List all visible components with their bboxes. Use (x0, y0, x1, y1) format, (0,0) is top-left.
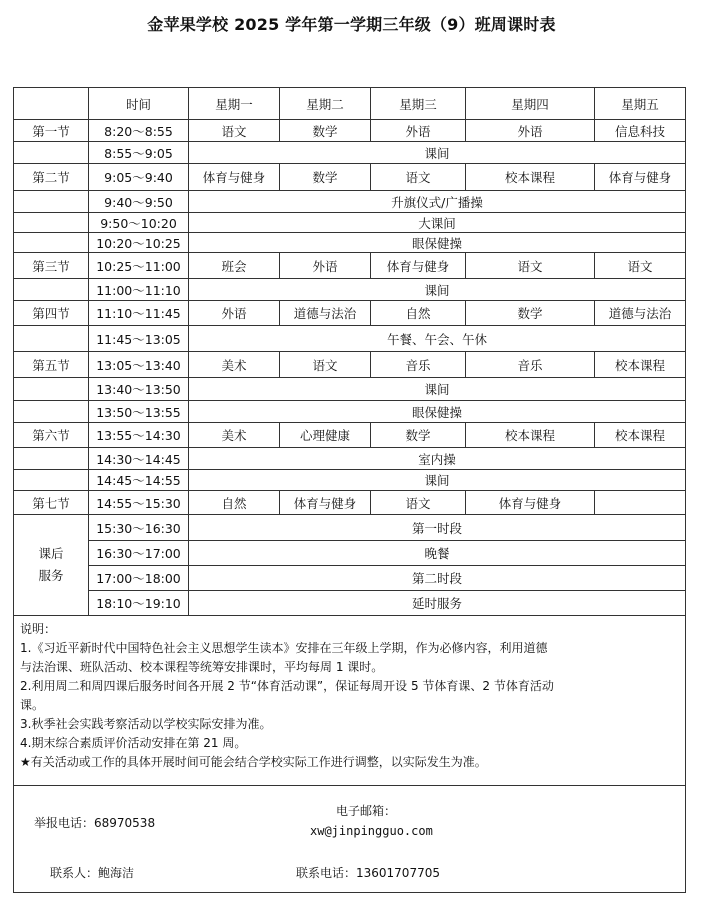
table-row (14, 142, 686, 164)
class-cell: 外语 (189, 301, 280, 326)
corner-cell (14, 88, 89, 120)
class-cell: 美术 (189, 423, 280, 448)
time-cell: 11:45～13:05 (89, 326, 189, 352)
class-cell: 信息科技 (595, 120, 686, 142)
class-cell: 道德与法治 (595, 301, 686, 326)
merged-activity-cell: 大课间 (189, 213, 686, 233)
after-school-line2: 服务 (38, 568, 64, 583)
class-cell: 语文 (466, 253, 595, 279)
merged-activity-cell: 午餐、午会、午休 (189, 326, 686, 352)
period-label: 第四节 (14, 301, 89, 326)
day-header-wed: 星期三 (371, 88, 466, 120)
class-cell: 美术 (189, 352, 280, 378)
time-header: 时间 (89, 88, 189, 120)
class-cell (595, 491, 686, 515)
table-row (14, 491, 686, 515)
class-cell: 数学 (280, 120, 371, 142)
header-row (14, 88, 686, 120)
merged-activity-cell: 眼保健操 (189, 401, 686, 423)
class-cell: 语文 (189, 120, 280, 142)
time-cell: 15:30～16:30 (89, 515, 189, 541)
class-cell: 语文 (371, 164, 466, 191)
notes-heading: 说明： (20, 622, 57, 636)
period-label: 第三节 (14, 253, 89, 279)
merged-activity-cell: 延时服务 (189, 591, 686, 616)
period-label: 第二节 (14, 164, 89, 191)
note-4: 4.期末综合素质评价活动安排在第 21 周。 (20, 736, 247, 750)
period-label: 第五节 (14, 352, 89, 378)
table-row (14, 591, 686, 616)
class-cell: 体育与健身 (189, 164, 280, 191)
note-2-line-b: 课。 (20, 698, 45, 712)
table-row (14, 233, 686, 253)
merged-activity-cell: 眼保健操 (189, 233, 686, 253)
time-cell: 9:05～9:40 (89, 164, 189, 191)
class-cell: 自然 (371, 301, 466, 326)
table-row (14, 213, 686, 233)
merged-activity-cell: 课间 (189, 378, 686, 401)
class-cell: 外语 (466, 120, 595, 142)
time-cell: 14:30～14:45 (89, 448, 189, 470)
period-label: 第六节 (14, 423, 89, 448)
table-row (14, 352, 686, 378)
contact-section (14, 786, 686, 893)
time-cell: 10:25～11:00 (89, 253, 189, 279)
merged-activity-cell: 升旗仪式/广播操 (189, 191, 686, 213)
email-label: 电子邮箱： (336, 804, 397, 818)
class-cell: 语文 (595, 253, 686, 279)
class-cell: 语文 (371, 491, 466, 515)
time-cell: 13:05～13:40 (89, 352, 189, 378)
merged-activity-cell: 晚餐 (189, 541, 686, 566)
time-cell: 13:55～14:30 (89, 423, 189, 448)
note-2-line-a: 2.利用周二和周四课后服务时间各开展 2 节“体育活动课”，保证每周开设 5 节体育课、2 节体育活动 (20, 679, 554, 693)
time-cell: 16:30～17:00 (89, 541, 189, 566)
day-header-mon: 星期一 (189, 88, 280, 120)
class-cell: 数学 (466, 301, 595, 326)
class-cell: 校本课程 (595, 352, 686, 378)
class-cell: 校本课程 (595, 423, 686, 448)
class-cell: 音乐 (466, 352, 595, 378)
note-1-line-b: 与法治课、班队活动、校本课程等统筹安排课时，平均每周 1 课时。 (20, 660, 384, 674)
class-cell: 外语 (280, 253, 371, 279)
class-cell: 体育与健身 (466, 491, 595, 515)
class-cell: 自然 (189, 491, 280, 515)
table-row (14, 448, 686, 470)
class-cell: 体育与健身 (595, 164, 686, 191)
class-cell: 校本课程 (466, 423, 595, 448)
day-header-fri: 星期五 (595, 88, 686, 120)
class-cell: 班会 (189, 253, 280, 279)
after-school-label (14, 515, 89, 616)
day-header-thu: 星期四 (466, 88, 595, 120)
table-row (14, 470, 686, 491)
time-cell: 13:50～13:55 (89, 401, 189, 423)
table-row (14, 164, 686, 191)
table-row (14, 120, 686, 142)
time-cell: 8:55～9:05 (89, 142, 189, 164)
class-cell: 道德与法治 (280, 301, 371, 326)
table-row (14, 401, 686, 423)
time-cell: 13:40～13:50 (89, 378, 189, 401)
period-label: 第一节 (14, 120, 89, 142)
merged-activity-cell: 第二时段 (189, 566, 686, 591)
day-header-tue: 星期二 (280, 88, 371, 120)
merged-activity-cell: 课间 (189, 142, 686, 164)
note-1-line-a: 1.《习近平新时代中国特色社会主义思想学生读本》安排在三年级上学期，作为必修内容，利用道德 (20, 641, 548, 655)
contact-phone: 联系电话：13601707705 (296, 866, 440, 880)
email-address: xw@jinpingguo.com (310, 824, 433, 838)
table-row (14, 378, 686, 401)
time-cell: 14:55～15:30 (89, 491, 189, 515)
table-row (14, 253, 686, 279)
report-phone: 举报电话：68970538 (34, 816, 156, 830)
note-5: ★有关活动或工作的具体开展时间可能会结合学校实际工作进行调整，以实际发生为准。 (20, 755, 487, 769)
table-row (14, 326, 686, 352)
class-cell: 数学 (371, 423, 466, 448)
class-cell: 外语 (371, 120, 466, 142)
contact-person: 联系人：鲍海洁 (50, 866, 135, 880)
merged-activity-cell: 室内操 (189, 448, 686, 470)
merged-activity-cell: 课间 (189, 470, 686, 491)
class-cell: 数学 (280, 164, 371, 191)
period-label: 第七节 (14, 491, 89, 515)
table-row (14, 301, 686, 326)
notes-row (14, 616, 686, 786)
merged-activity-cell: 课间 (189, 279, 686, 301)
class-cell: 体育与健身 (371, 253, 466, 279)
time-cell: 18:10～19:10 (89, 591, 189, 616)
timetable (13, 87, 686, 893)
merged-activity-cell: 第一时段 (189, 515, 686, 541)
time-cell: 9:50～10:20 (89, 213, 189, 233)
time-cell: 17:00～18:00 (89, 566, 189, 591)
class-cell: 体育与健身 (280, 491, 371, 515)
time-cell: 8:20～8:55 (89, 120, 189, 142)
time-cell: 9:40～9:50 (89, 191, 189, 213)
class-cell: 语文 (280, 352, 371, 378)
note-3: 3.秋季社会实践考察活动以学校实际安排为准。 (20, 717, 272, 731)
time-cell: 10:20～10:25 (89, 233, 189, 253)
page-title: 金苹果学校 2025 学年第一学期三年级（9）班周课时表 (147, 15, 556, 34)
time-cell: 11:10～11:45 (89, 301, 189, 326)
class-cell: 音乐 (371, 352, 466, 378)
table-row (14, 191, 686, 213)
table-row (14, 515, 686, 541)
after-school-line1: 课后 (38, 546, 64, 561)
class-cell: 心理健康 (280, 423, 371, 448)
table-row (14, 541, 686, 566)
time-cell: 14:45～14:55 (89, 470, 189, 491)
table-row (14, 279, 686, 301)
table-row (14, 566, 686, 591)
table-row (14, 423, 686, 448)
contact-row (14, 786, 686, 893)
time-cell: 11:00～11:10 (89, 279, 189, 301)
notes-section (14, 616, 686, 786)
class-cell: 校本课程 (466, 164, 595, 191)
